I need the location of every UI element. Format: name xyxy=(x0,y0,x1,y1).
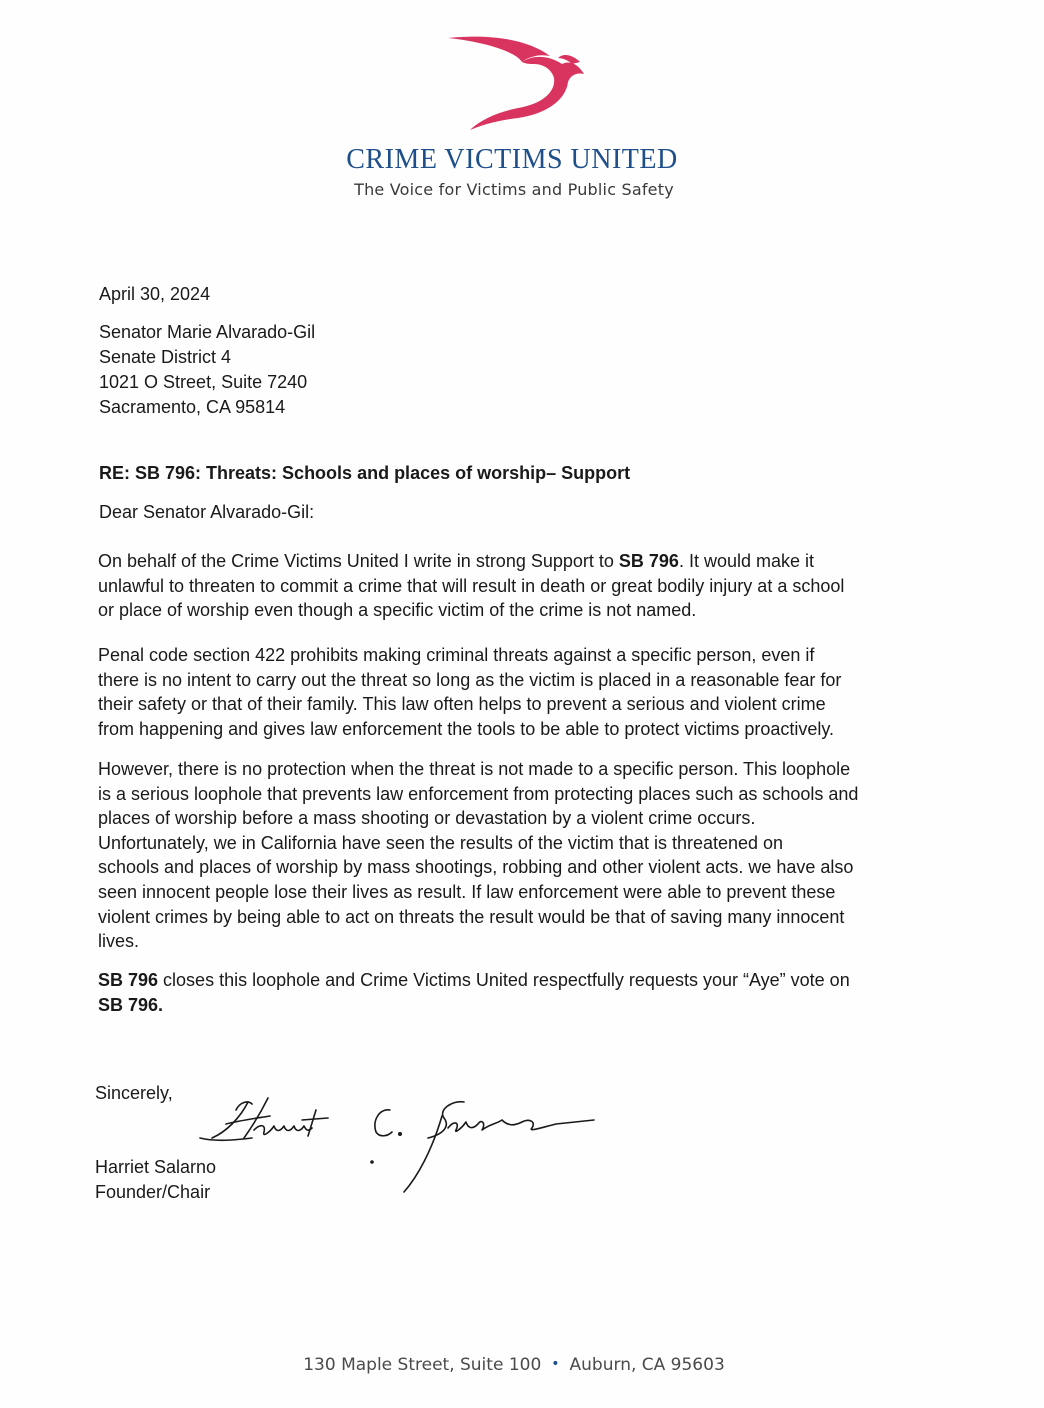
paragraph-1 xyxy=(98,549,844,623)
paragraph-3 xyxy=(98,757,858,954)
paragraph-1-line-3: or place of worship even though a specific victim of the crime is not named. xyxy=(98,600,697,620)
paragraph-3-line: schools and places of worship by mass shootings, robbing and other violent acts. we have also xyxy=(98,857,854,878)
recipient-address xyxy=(99,320,315,420)
paragraph-1-line-2: unlawful to threaten to commit a crime that will result in death or great bodily injury at a school xyxy=(98,575,845,596)
paragraph-1-line-1: On behalf of the Crime Victims United I write in strong Support to SB 796. It would make it xyxy=(98,551,815,571)
recipient-district: Senate District 4 xyxy=(99,347,232,367)
paragraph-4-line-2: SB 796. xyxy=(98,994,164,1015)
recipient-name: Senator Marie Alvarado-Gil xyxy=(99,322,316,342)
paragraph-2 xyxy=(98,643,841,741)
footer-city: Auburn, CA 95603 xyxy=(569,1355,725,1375)
paragraph-3-line: seen innocent people lose their lives as result. If law enforcement were able to prevent these xyxy=(98,881,836,902)
signer-name: Harriet Salarno xyxy=(95,1157,217,1177)
paragraph-3-line: places of worship before a mass shooting or devastation by a violent crime occurs. xyxy=(98,808,756,829)
paragraph-2-line: from happening and gives law enforcement the tools to be able to protect victims proactively. xyxy=(98,718,835,739)
salutation: Dear Senator Alvarado-Gil: xyxy=(99,502,315,522)
org-name: CRIME VICTIMS UNITED xyxy=(346,144,678,175)
letter-date: April 30, 2024 xyxy=(99,284,211,304)
paragraph-3-line: is a serious loophole that prevents law enforcement from protecting places such as schools and xyxy=(98,783,859,804)
footer-address xyxy=(0,1355,1028,1375)
paragraph-3-line: violent crimes by being able to act on threats the result would be that of saving many innocent xyxy=(98,906,845,927)
closing: Sincerely, xyxy=(95,1083,173,1103)
paragraph-3-line: lives. xyxy=(98,931,140,952)
org-tagline: The Voice for Victims and Public Safety xyxy=(354,180,674,199)
paragraph-2-line: their safety or that of their family. This law often helps to prevent a serious and violent crime xyxy=(98,694,826,714)
footer-separator: • xyxy=(551,1356,560,1372)
paragraph-4-line-1: SB 796 closes this loophole and Crime Victims United respectfully requests your “Aye” vote on xyxy=(98,970,850,990)
footer-street: 130 Maple Street, Suite 100 xyxy=(303,1355,542,1375)
recipient-city: Sacramento, CA 95814 xyxy=(99,397,286,417)
paragraph-3-line: Unfortunately, we in California have seen the results of the victim that is threatened on xyxy=(98,832,784,853)
paragraph-2-line: Penal code section 422 prohibits making criminal threats against a specific person, even if xyxy=(98,645,815,665)
paragraph-2-line: there is no intent to carry out the threat so long as the victim is placed in a reasonable fear for xyxy=(98,669,842,690)
handwritten-signature xyxy=(196,1080,606,1200)
subject-line: RE: SB 796: Threats: Schools and places of worship– Support xyxy=(99,463,631,483)
recipient-street: 1021 O Street, Suite 7240 xyxy=(99,372,308,392)
red-bird-icon xyxy=(446,34,590,132)
paragraph-3-line: However, there is no protection when the threat is not made to a specific person. This loophole xyxy=(98,759,851,779)
signer-title: Founder/Chair xyxy=(95,1182,211,1202)
paragraph-4 xyxy=(98,968,850,1017)
